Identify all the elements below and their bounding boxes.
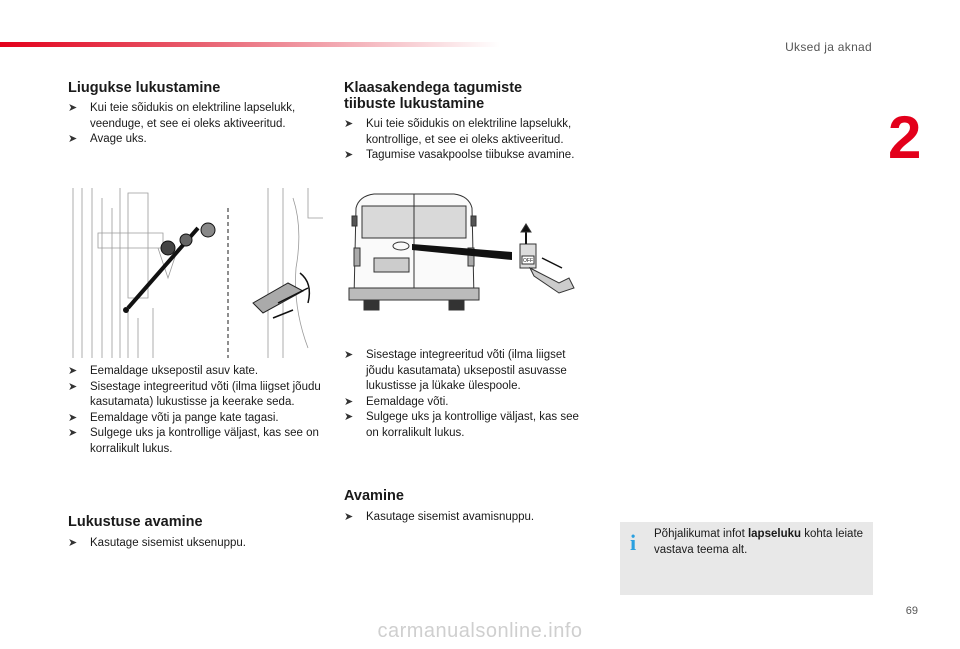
steps-list-rear-bottom — [344, 348, 594, 441]
step-item: ➤ Avage uks. — [68, 132, 323, 148]
bullet-icon: ➤ — [68, 365, 78, 377]
step-item: ➤ Sulgege uks ja kontrollige väljast, kas see on korralikult lukus. — [68, 427, 319, 455]
bullet-icon: ➤ — [344, 149, 354, 161]
steps-list-sliding-top — [68, 101, 323, 148]
rear-doors-lock-illustration — [344, 188, 594, 313]
bullet-icon: ➤ — [68, 427, 78, 439]
bullet-icon: ➤ — [68, 537, 78, 549]
steps-list-unlock — [68, 536, 323, 552]
step-item: ➤ Kasutage sisemist avamisnuppu. — [344, 510, 594, 526]
step-item: ➤ Sisestage integreeritud võti (ilma liigset jõudu kasutamata) lukustisse ja keerake seda. — [68, 380, 321, 408]
bullet-icon: ➤ — [68, 102, 78, 114]
steps-list-opening — [344, 510, 594, 526]
watermark: carmanualsonline.info — [377, 620, 583, 642]
step-item: ➤ Kui teie sõidukis on elektriline lapselukk, veenduge, et see ei oleks aktiveeritud. — [68, 102, 296, 130]
bullet-icon: ➤ — [344, 349, 354, 361]
step-item: ➤ Kasutage sisemist uksenuppu. — [68, 536, 323, 552]
steps-list-rear-top — [344, 117, 594, 164]
step-item: ➤ Sulgege uks ja kontrollige väljast, kas see on korralikult lukus. — [344, 411, 579, 439]
step-item: ➤ Kui teie sõidukis on elektriline lapselukk, kontrollige, et see ei oleks aktiveeritud. — [344, 118, 572, 146]
off-label: OFF — [523, 258, 533, 264]
sliding-door-lock-illustration — [68, 188, 323, 358]
page-number: 69 — [905, 605, 918, 617]
section-title-unlock: Lukustuse avamine — [68, 514, 203, 530]
step-item: ➤ Eemaldage võti. — [344, 395, 594, 411]
info-box — [620, 522, 873, 595]
info-text: Põhjalikumat infot lapseluku kohta leiate vastava teema alt. — [654, 528, 864, 556]
chapter-number: 2 — [888, 104, 922, 171]
bullet-icon: ➤ — [68, 380, 78, 393]
section-title-sliding-door-lock: Liugukse lukustamine — [68, 80, 221, 96]
step-item: ➤ Eemaldage uksepostil asuv kate. — [68, 364, 323, 380]
bullet-icon: ➤ — [344, 395, 354, 408]
step-item: ➤ Eemaldage võti ja pange kate tagasi. — [68, 411, 323, 427]
section-title-opening: Avamine — [344, 488, 404, 504]
bullet-icon: ➤ — [68, 411, 78, 424]
info-icon: i — [630, 530, 637, 555]
bullet-icon: ➤ — [344, 118, 354, 130]
bullet-icon: ➤ — [68, 133, 78, 145]
section-title-rear-doors-lock: Klaasakendega tagumiste tiibuste lukustamine — [344, 80, 523, 112]
bullet-icon: ➤ — [344, 511, 354, 523]
steps-list-sliding-bottom — [68, 364, 323, 457]
step-item: ➤ Tagumise vasakpoolse tiibukse avamine. — [344, 148, 594, 164]
step-item: ➤ Sisestage integreeritud võti (ilma liigset jõudu kasutamata) uksepostil asuvasse lukustisse ja lükake ülespoole. — [344, 349, 567, 392]
header-accent-bar — [0, 42, 500, 47]
bullet-icon: ➤ — [344, 411, 354, 423]
chapter-title: Uksed ja aknad — [785, 40, 872, 54]
